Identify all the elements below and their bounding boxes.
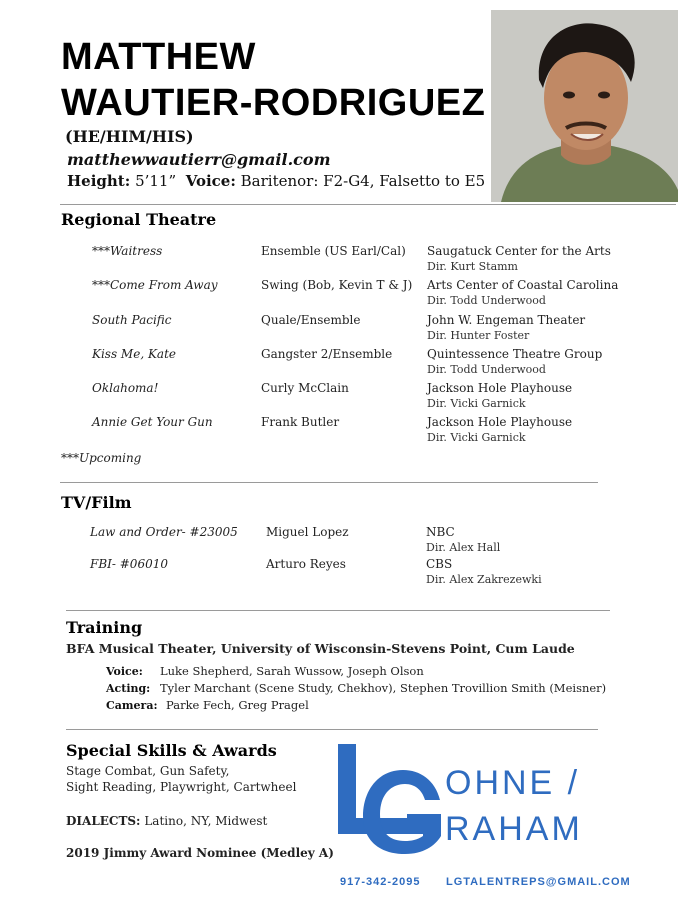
- tvfilm-director-1: Dir. Alex Hall: [426, 541, 501, 554]
- regional-show-2: ***Come From Away: [92, 278, 218, 292]
- dialects-value: Latino, NY, Midwest: [144, 814, 268, 828]
- regional-venue-3: John W. Engeman Theater: [427, 313, 586, 327]
- regional-role-2: Swing (Bob, Kevin T & J): [261, 278, 413, 292]
- regional-show-6: Annie Get Your Gun: [92, 415, 213, 429]
- regional-theatre-heading: Regional Theatre: [61, 210, 217, 229]
- training-camera-label: Camera:: [106, 699, 158, 712]
- pronouns: (HE/HIM/HIS): [65, 127, 194, 146]
- regional-show-5: Oklahoma!: [92, 381, 159, 395]
- tvfilm-role-1: Miguel Lopez: [266, 525, 349, 539]
- training-voice-label: Voice:: [106, 665, 143, 678]
- tvfilm-role-2: Arturo Reyes: [266, 557, 346, 571]
- tvfilm-network-2: CBS: [426, 557, 453, 571]
- regional-director-1: Dir. Kurt Stamm: [427, 260, 518, 273]
- regional-divider: [60, 482, 598, 483]
- regional-venue-5: Jackson Hole Playhouse: [427, 381, 573, 395]
- dialects-label: DIALECTS:: [66, 814, 141, 828]
- training-divider: [66, 729, 598, 730]
- skills-line-1: Stage Combat, Gun Safety,: [66, 764, 230, 778]
- voice-label: Voice:: [185, 172, 236, 190]
- upcoming-footnote: ***Upcoming: [61, 451, 142, 465]
- tvfilm-network-1: NBC: [426, 525, 455, 539]
- headshot-illustration: [491, 10, 678, 202]
- regional-director-2: Dir. Todd Underwood: [427, 294, 546, 307]
- regional-venue-2: Arts Center of Coastal Carolina: [427, 278, 619, 292]
- regional-role-3: Quale/Ensemble: [261, 313, 361, 327]
- award-line: 2019 Jimmy Award Nominee (Medley A): [66, 846, 334, 860]
- agency-logo: [335, 740, 635, 860]
- headshot-photo: [491, 10, 678, 202]
- agency-name-line1: OHNE /: [445, 764, 581, 802]
- tvfilm-director-2: Dir. Alex Zakrezewki: [426, 573, 542, 586]
- regional-role-4: Gangster 2/Ensemble: [261, 347, 393, 361]
- training-acting-value: Tyler Marchant (Scene Study, Chekhov), Stephen Trovillion Smith (Meisner): [160, 681, 607, 695]
- tvfilm-show-2: FBI- #06010: [90, 557, 168, 571]
- height-value: 5’11”: [135, 172, 177, 190]
- regional-director-5: Dir. Vicki Garnick: [427, 397, 526, 410]
- regional-director-4: Dir. Todd Underwood: [427, 363, 546, 376]
- regional-director-3: Dir. Hunter Foster: [427, 329, 530, 342]
- training-heading: Training: [66, 618, 143, 637]
- skills-heading: Special Skills & Awards: [66, 741, 277, 760]
- training-camera-value: Parke Fech, Greg Pragel: [166, 698, 309, 712]
- height-label: Height:: [67, 172, 131, 190]
- regional-venue-6: Jackson Hole Playhouse: [427, 415, 573, 429]
- tvfilm-show-1: Law and Order- #23005: [90, 525, 238, 539]
- regional-role-1: Ensemble (US Earl/Cal): [261, 244, 406, 258]
- training-degree: BFA Musical Theater, University of Wisconsin-Stevens Point, Cum Laude: [66, 641, 575, 656]
- dialects-line: [66, 814, 267, 828]
- regional-show-3: South Pacific: [92, 313, 172, 327]
- actor-email[interactable]: matthewwautierr@gmail.com: [67, 150, 331, 169]
- regional-show-4: Kiss Me, Kate: [92, 347, 176, 361]
- tvfilm-heading: TV/Film: [61, 493, 132, 512]
- voice-value: Baritenor: F2-G4, Falsetto to E5: [240, 172, 486, 190]
- actor-name-last: WAUTIER-RODRIGUEZ: [61, 82, 486, 124]
- tvfilm-divider: [66, 610, 610, 611]
- agency-phone[interactable]: 917-342-2095: [340, 876, 421, 888]
- regional-venue-1: Saugatuck Center for the Arts: [427, 244, 611, 258]
- skills-line-2: Sight Reading, Playwright, Cartwheel: [66, 780, 297, 794]
- regional-role-6: Frank Butler: [261, 415, 340, 429]
- height-voice-line: [67, 172, 485, 190]
- actor-name-first: MATTHEW: [61, 36, 256, 78]
- training-voice-value: Luke Shepherd, Sarah Wussow, Joseph Olson: [160, 664, 424, 678]
- header-divider: [60, 204, 676, 205]
- agency-email[interactable]: LGTALENTREPS@GMAIL.COM: [446, 876, 631, 888]
- regional-show-1: ***Waitress: [92, 244, 163, 258]
- regional-role-5: Curly McClain: [261, 381, 349, 395]
- regional-venue-4: Quintessence Theatre Group: [427, 347, 603, 361]
- training-acting-label: Acting:: [106, 682, 151, 695]
- regional-director-6: Dir. Vicki Garnick: [427, 431, 526, 444]
- agency-name-line2: RAHAM: [445, 810, 583, 848]
